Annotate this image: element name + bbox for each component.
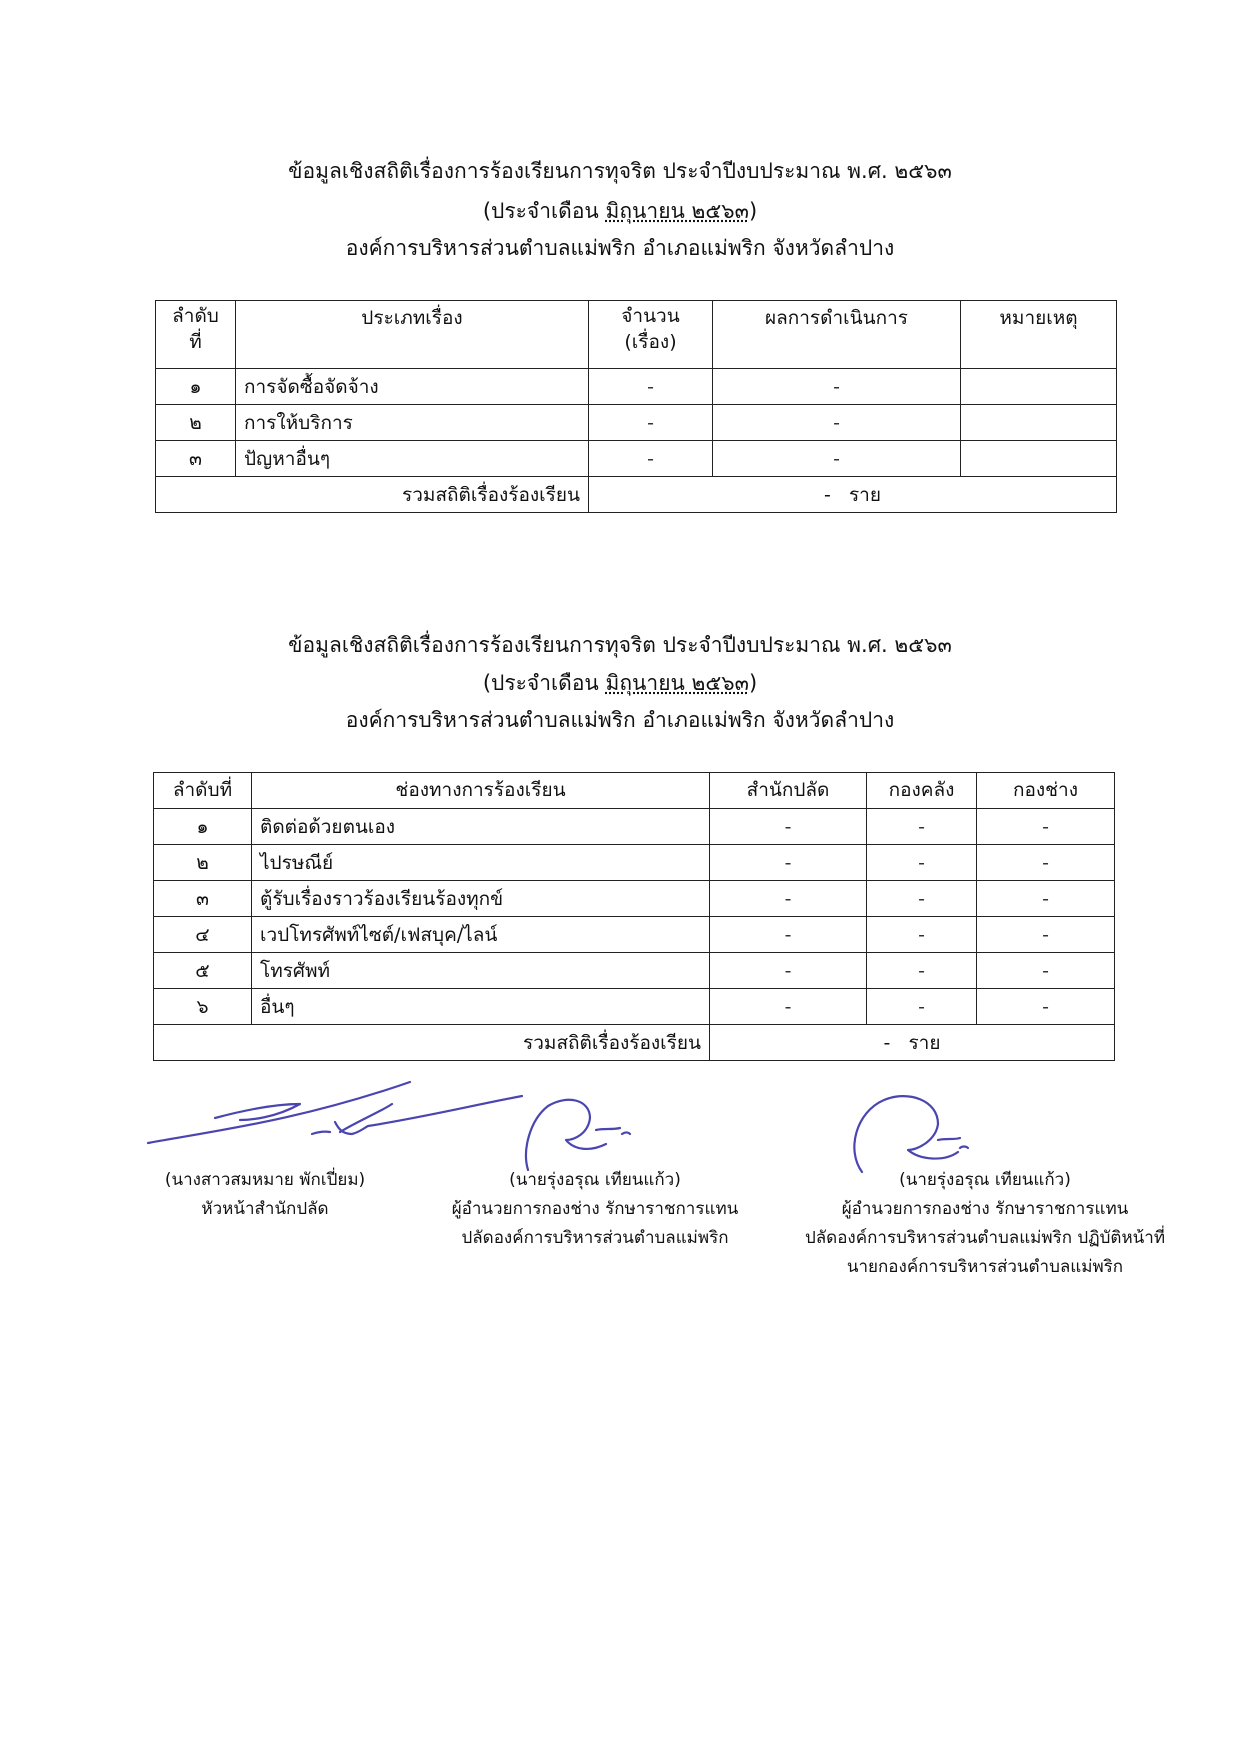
row-label: โทรศัพท์ — [252, 953, 710, 989]
section2-month-value: มิถุนายน ๒๕๖๓ — [605, 671, 749, 695]
row-result: - — [713, 369, 961, 405]
row-engineering: - — [977, 881, 1115, 917]
row-finance: - — [867, 917, 977, 953]
col-header-channel: ช่องทางการร้องเรียน — [252, 773, 710, 809]
section2-title: ข้อมูลเชิงสถิติเรื่องการร้องเรียนการทุจริต ประจำปีงบประมาณ พ.ศ. ๒๕๖๓ — [288, 633, 952, 657]
section2-org: องค์การบริหารส่วนตำบลแม่พริก อำเภอแม่พริก จังหวัดลำปาง — [345, 708, 895, 732]
total-label: รวมสถิติเรื่องร้องเรียน — [156, 477, 589, 513]
signatory-title-line3: นายกองค์การบริหารส่วนตำบลแม่พริก — [846, 1257, 1124, 1277]
section1-month — [0, 196, 1240, 226]
table-row — [154, 953, 1115, 989]
col-header-no — [156, 301, 236, 369]
signatory-title-line2: ปลัดองค์การบริหารส่วนตำบลแม่พริก ปฏิบัติหน้าที่ — [804, 1228, 1166, 1248]
row-finance: - — [867, 881, 977, 917]
row-count: - — [589, 405, 713, 441]
table-row — [156, 441, 1117, 477]
signatory-title-line1: ผู้อำนวยการกองช่าง รักษาราชการแทน — [841, 1199, 1129, 1219]
signature-3-stroke — [854, 1096, 968, 1172]
section1-month-value: มิถุนายน ๒๕๖๓ — [605, 199, 749, 223]
row-engineering: - — [977, 809, 1115, 845]
row-label: เวปโทรศัพท์ไซต์/เฟสบุค/ไลน์ — [252, 917, 710, 953]
row-no: ๓ — [156, 441, 236, 477]
row-finance: - — [867, 989, 977, 1025]
row-no: ๓ — [154, 881, 252, 917]
section2-month-suffix: ) — [748, 671, 758, 695]
row-no: ๕ — [154, 953, 252, 989]
row-no: ๑ — [156, 369, 236, 405]
col-header-count — [589, 301, 713, 369]
row-label: ไปรษณีย์ — [252, 845, 710, 881]
signatory-name: (นายรุ่งอรุณ เทียนแก้ว) — [899, 1170, 1071, 1190]
section1-month-prefix: (ประจำเดือน — [482, 199, 599, 223]
row-office: - — [710, 917, 867, 953]
row-no: ๑ — [154, 809, 252, 845]
signature-block-1 — [120, 1166, 410, 1224]
table-row — [154, 845, 1115, 881]
table-row — [154, 881, 1115, 917]
row-finance: - — [867, 845, 977, 881]
col-header-type: ประเภทเรื่อง — [236, 301, 589, 369]
row-office: - — [710, 809, 867, 845]
signatory-title-line1: หัวหน้าสำนักปลัด — [201, 1199, 329, 1219]
row-label: การจัดซื้อจัดจ้าง — [236, 369, 589, 405]
section2-month-prefix: (ประจำเดือน — [482, 671, 599, 695]
col-header-result: ผลการดำเนินการ — [713, 301, 961, 369]
section1-month-suffix: ) — [748, 199, 758, 223]
col-header-remark: หมายเหตุ — [961, 301, 1117, 369]
col-header-office: สำนักปลัด — [710, 773, 867, 809]
row-label: ตู้รับเรื่องราวร้องเรียนร้องทุกข์ — [252, 881, 710, 917]
signature-1-stroke — [148, 1082, 522, 1143]
row-count: - — [589, 441, 713, 477]
total-value: - ราย — [710, 1025, 1115, 1061]
row-result: - — [713, 405, 961, 441]
row-label: ติดต่อด้วยตนเอง — [252, 809, 710, 845]
row-no: ๒ — [154, 845, 252, 881]
table-total-row — [156, 477, 1117, 513]
section1-title: ข้อมูลเชิงสถิติเรื่องการร้องเรียนการทุจริต ประจำปีงบประมาณ พ.ศ. ๒๕๖๓ — [288, 159, 952, 183]
row-count: - — [589, 369, 713, 405]
table-row — [156, 405, 1117, 441]
row-remark — [961, 441, 1117, 477]
row-engineering: - — [977, 953, 1115, 989]
signature-2-stroke — [526, 1100, 630, 1170]
row-no: ๒ — [156, 405, 236, 441]
table-row — [154, 989, 1115, 1025]
complaint-channel-table — [153, 772, 1115, 1061]
row-engineering: - — [977, 917, 1115, 953]
section2-month — [0, 668, 1240, 698]
signature-block-2 — [420, 1166, 770, 1253]
table-header-row — [154, 773, 1115, 809]
row-remark — [961, 405, 1117, 441]
table-total-row — [154, 1025, 1115, 1061]
row-engineering: - — [977, 989, 1115, 1025]
total-value: - ราย — [589, 477, 1117, 513]
signatory-title-line2: ปลัดองค์การบริหารส่วนตำบลแม่พริก — [461, 1228, 729, 1248]
row-office: - — [710, 881, 867, 917]
table-row — [154, 809, 1115, 845]
row-result: - — [713, 441, 961, 477]
table-header-row — [156, 301, 1117, 369]
signatory-name: (นางสาวสมหมาย พักเปี่ยม) — [164, 1170, 366, 1190]
col-header-count-line1: จำนวน — [621, 305, 680, 327]
row-label: อื่นๆ — [252, 989, 710, 1025]
row-no: ๔ — [154, 917, 252, 953]
signatory-title-line1: ผู้อำนวยการกองช่าง รักษาราชการแทน — [451, 1199, 739, 1219]
row-label: การให้บริการ — [236, 405, 589, 441]
row-office: - — [710, 845, 867, 881]
row-engineering: - — [977, 845, 1115, 881]
row-finance: - — [867, 953, 977, 989]
signature-block-3 — [770, 1166, 1200, 1282]
row-finance: - — [867, 809, 977, 845]
row-office: - — [710, 989, 867, 1025]
row-no: ๖ — [154, 989, 252, 1025]
complaint-type-table — [155, 300, 1117, 513]
col-header-no-line1: ลำดับ — [172, 305, 219, 327]
row-office: - — [710, 953, 867, 989]
total-label: รวมสถิติเรื่องร้องเรียน — [154, 1025, 710, 1061]
col-header-no: ลำดับที่ — [154, 773, 252, 809]
table-row — [156, 369, 1117, 405]
row-label: ปัญหาอื่นๆ — [236, 441, 589, 477]
row-remark — [961, 369, 1117, 405]
col-header-engineering: กองช่าง — [977, 773, 1115, 809]
signatory-name: (นายรุ่งอรุณ เทียนแก้ว) — [509, 1170, 681, 1190]
section1-org: องค์การบริหารส่วนตำบลแม่พริก อำเภอแม่พริก จังหวัดลำปาง — [345, 236, 895, 260]
col-header-finance: กองคลัง — [867, 773, 977, 809]
col-header-no-line2: ที่ — [189, 331, 202, 353]
table-row — [154, 917, 1115, 953]
col-header-count-line2: (เรื่อง) — [624, 331, 677, 353]
